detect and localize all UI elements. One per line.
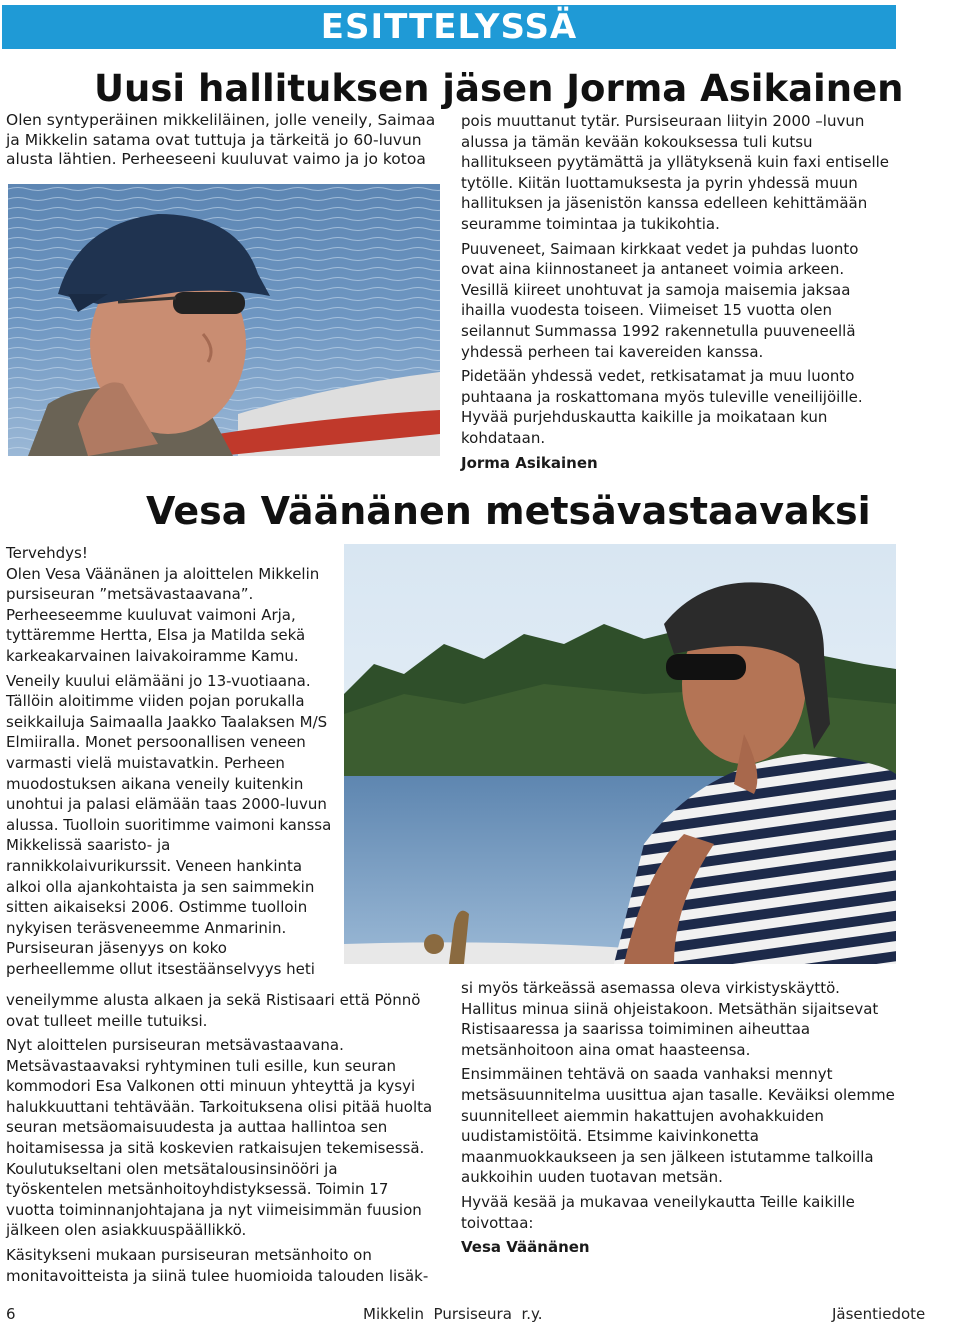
article1-paragraph-1: pois muuttanut tytär. Pursiseuraan liityin 2000 –luvun alussa ja tämän kevään kokouksessa tuli kutsu hallitukseen pyytämättä ja yllätyksenä kuin faxi entiselle tytölle. Kiitän luottamuksesta ja pyrin yhdessä muun hallituksen ja jäsenistön kanssa edelleen kehittämään seuramme toimintaa ja tukikohtia. xyxy=(461,112,890,233)
article2-right-paragraph-1: si myös tärkeässä asemassa oleva virkistyskäyttö. Hallitus minua siinä ohjeistakoon. Metsäthän sijaitsevat Ristisaaressa ja saarissa toimiminen aiheuttaa metsänhoitoon aina omat haasteensa. xyxy=(461,979,879,1059)
page-number: 6 xyxy=(6,1305,16,1323)
article2-paragraph-2-end: veneilymme alusta alkaen ja sekä Ristisaari että Pönnö ovat tulleet meille tutuiksi. xyxy=(6,991,421,1030)
footer-publisher: Mikkelin Pursiseura r.y. xyxy=(363,1305,543,1323)
article2-greeting: Tervehdys! xyxy=(6,544,88,562)
section-label: ESITTELYSSÄ xyxy=(320,7,578,47)
article2-right-paragraph-2: Ensimmäinen tehtävä on saada vanhaksi mennyt metsäsuunnitelma uusittua ajan tasalle. Keväiksi olemme suunnitelleet aiemmin hakattujen avohakkuiden uudistamistöitä. Etsimme kaivinkonetta maanmuokkaukseen ja sen jälkeen istutamme talkoilla aukkoihin uuden tuotavan metsän. xyxy=(461,1065,895,1187)
article2-paragraph-2: Veneily kuului elämääni jo 13-vuotiaana. Tällöin aloitimme viiden pojan porukalla seikkailuja Saimaalla Jaakko Taalaksen M/S Elmiiralla. Monet persoonallisen veneen varmasti vielä muistavatkin. Perheen muodostuksen aikana veneily kuitenkin unohtui ja palasi elämään taas 2000-luvun alussa. Tuolloin suoritimme vaimoni kanssa Mikkelissä saaristo- ja rannikkolaivurikurssit. Veneen hankinta alkoi olla ajankohtaista ja sen saimmekin sitten aikaiseksi 2006. Ostimme tuolloin nykyisen teräsveneemme Anmarinin. Pursiseuran jäsenyys on koko perheellemme ollut itsestäänselvyys heti xyxy=(6,671,332,978)
vesa-photo-image xyxy=(344,544,896,964)
article1-signature: Jorma Asikainen xyxy=(461,453,598,472)
footer-publication: Jäsentiedote xyxy=(832,1305,926,1323)
jorma-photo xyxy=(8,184,440,456)
article1-intro xyxy=(6,111,446,174)
article1-paragraph-3: Pidetään yhdessä vedet, retkisatamat ja muu luonto puhtaana ja roskattomana myös tuleville veneilijöille. Hyvää purjehduskautta kaikille ja moikataan kun kohdataan. xyxy=(461,367,863,447)
article2-paragraph-4: Käsitykseni mukaan pursiseuran metsänhoito on monitavoitteista ja siinä tulee huomioida talouden lisäk- xyxy=(6,1245,429,1285)
jorma-photo-image xyxy=(8,184,440,456)
article1-intro-text: Olen syntyperäinen mikkeliläinen, jolle veneily, Saimaa ja Mikkelin satama ovat tuttuja ja tärkeitä jo 60-luvun alusta lähtien. Perheeseeni kuuluvat vaimo ja jo kotoa xyxy=(6,111,436,168)
article2-signature: Vesa Väänänen xyxy=(461,1238,590,1257)
article2-right-paragraph-3: Hyvää kesää ja mukavaa veneilykautta Teille kaikille toivottaa: xyxy=(461,1192,855,1232)
vesa-photo xyxy=(344,544,896,964)
article2-left-column-bottom xyxy=(6,1035,438,1290)
section-banner xyxy=(2,5,896,49)
article2-paragraph-1: Olen Vesa Väänänen ja aloittelen Mikkelin pursiseuran ”metsävastaavana”. Perheeseemme kuuluvat vaimoni Arja, tyttäremme Hertta, Elsa ja Matilda sekä karkeakarvainen laivakoiramme Kamu. xyxy=(6,564,320,665)
article1-title: Uusi hallituksen jäsen Jorma Asikainen xyxy=(94,67,904,110)
article2-title: Vesa Väänänen metsävastaavaksi xyxy=(146,489,871,533)
article1-paragraph-2: Puuveneet, Saimaan kirkkaat vedet ja puhdas luonto ovat aina kiinnostaneet ja antaneet voimia arkeen. Vesillä kiireet unohtuvat ja samoja maisemia jaksaa ihailla vuodesta toiseen. Viimeiset 15 vuotta olen seilannut Summassa 1992 rakennetulla puuveneellä yhdessä perheen tai kavereiden kanssa. xyxy=(461,239,859,361)
article1-right-column xyxy=(461,111,896,477)
article2-left-column-top xyxy=(6,543,336,983)
article2-paragraph-3: Nyt aloittelen pursiseuran metsävastaavana. Metsävastaavaksi ryhtyminen tuli esille, kun seuran kommodori Esa Valkonen otti minuun yhteyttä ja kysyi halukkuuttani tehtävään. Tarkoituksena olisi pitää huolta seuran metsäomaisuudesta ja auttaa hallintoa sen hoitamisessa ja sitä koskevien ratkaisujen tekemisessä. Koulutukseltani olen metsätalousinsinööri ja työskentelen metsänhoitoyhdistyksessä. Toimin 17 vuotta toiminnanjohtajana ja nyt viimeisimmän fuusion jälkeen olen asiakkuuspäällikkö. xyxy=(6,1036,433,1240)
article2-right-column xyxy=(461,978,896,1262)
article2-left-wide xyxy=(6,990,446,1035)
